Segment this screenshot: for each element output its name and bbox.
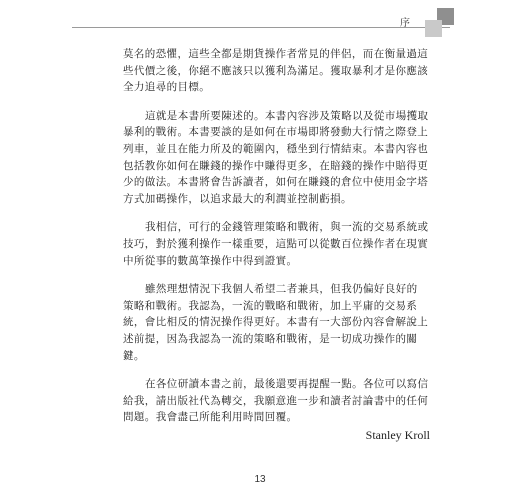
paragraph-line: 策略和戰術。我認為，一流的戰略和戰術，加上平庸的交易系 xyxy=(123,299,418,312)
paragraph-line: 這就是本書所要陳述的。本書內容涉及策略以及從市場擭取 xyxy=(145,109,429,122)
paragraph xyxy=(123,376,429,426)
header-section-label: 序 xyxy=(400,18,410,29)
paragraph-line: 統，會比相反的情況操作得更好。本書有一大部份內容會解說上 xyxy=(123,316,429,329)
paragraph-line: 少的做法。本書將會告訴讀者，如何在賺錢的倉位中使用金字塔 xyxy=(123,176,429,189)
paragraph xyxy=(123,46,429,96)
paragraph-line: 在各位研讀本書之前，最後還要再提醒一點。各位可以寫信 xyxy=(145,378,429,391)
paragraph-line: 中所從事的數萬筆操作中得到證實。 xyxy=(123,254,298,267)
signature: Stanley Kroll xyxy=(365,428,430,442)
paragraph-line: 我相信，可行的金錢管理策略和戰術，與一流的交易系統或 xyxy=(145,221,429,234)
paragraph-line: 述前提，因為我認為一流的策略和戰術，是一切成功操作的關 xyxy=(123,332,418,345)
corner-decoration xyxy=(425,8,455,38)
paragraph-line: 雖然理想情況下我個人希望二者兼具，但我仍偏好良好的 xyxy=(145,283,418,296)
paragraph-line: 方式加碼操作，以追求最大的利潤並控制虧損。 xyxy=(123,192,352,205)
paragraph-line: 莫名的恐懼，這些全都是期貨操作者常見的伴侶，而在衡量過這 xyxy=(123,48,429,60)
paragraph-line: 包括教你如何在賺錢的操作中賺得更多，在賠錢的操作中賠得更 xyxy=(123,159,429,172)
body-text xyxy=(123,46,429,438)
paragraph xyxy=(123,219,429,269)
paragraph-line: 列車，並且在能力所及的範圍內，穩坐到行情結束。本書內容也 xyxy=(123,142,429,155)
paragraph-line: 技巧，對於獲利操作一樣重要，這點可以從數百位操作者在現實 xyxy=(123,237,429,250)
paragraph-line: 些代價之後，你絕不應該只以獲利為滿足。獲取暴利才是你應該 xyxy=(123,64,429,77)
paragraph-line: 暴利的戰術。本書要談的是如何在市場即將發動大行情之際登上 xyxy=(123,126,429,139)
paragraph-line: 問題。我會盡己所能利用時間回覆。 xyxy=(123,411,298,424)
paragraph xyxy=(123,281,429,364)
paragraph-line: 全力追尋的目標。 xyxy=(123,81,211,94)
page-number: 13 xyxy=(254,474,266,485)
paragraph-line: 鍵。 xyxy=(123,349,145,362)
paragraph xyxy=(123,108,429,208)
header-rule xyxy=(72,27,450,28)
paragraph-line: 給我，請出版社代為轉交，我願意進一步和讀者討論書中的任何 xyxy=(123,394,429,407)
corner-square-light xyxy=(425,20,442,37)
